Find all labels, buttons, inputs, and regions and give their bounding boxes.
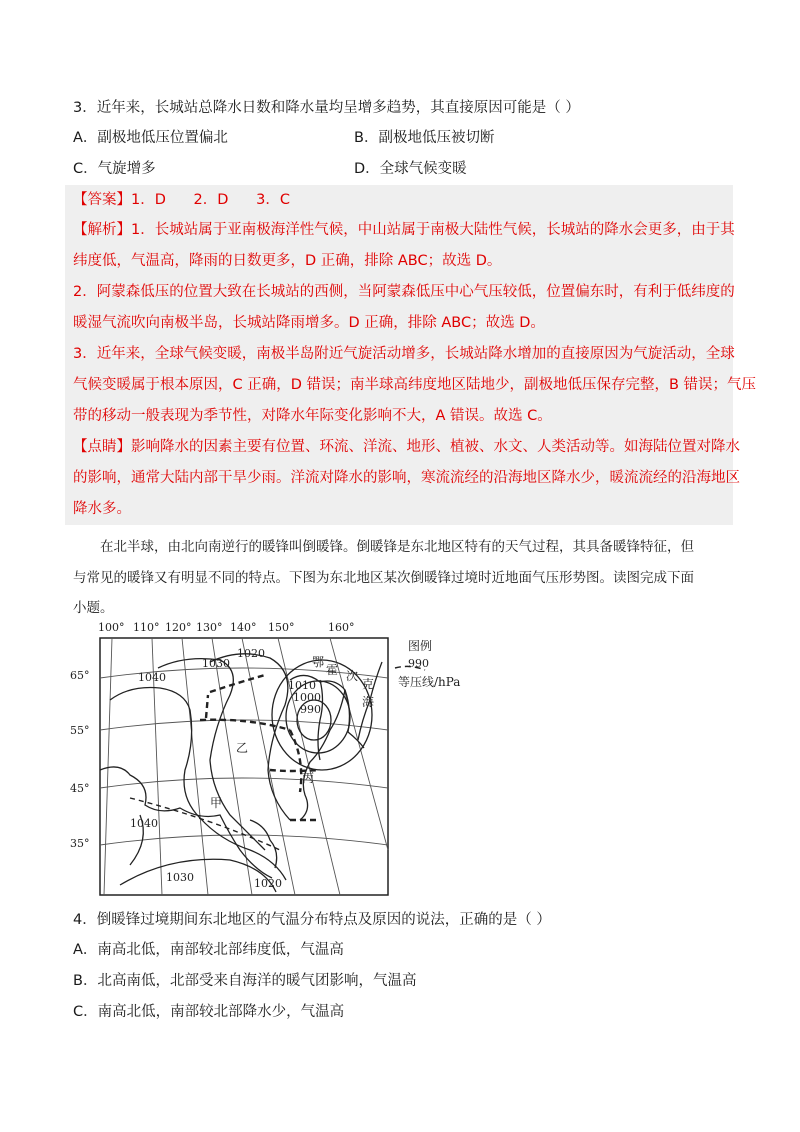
intro-line-1: 在北半球，由北向南逆行的暖锋叫倒暖锋。倒暖锋是东北地区特有的天气过程，其具备暖锋特征，但 — [100, 539, 694, 555]
pressure-map-figure — [70, 620, 470, 900]
analysis-line-5: 3．近年来，全球气候变暖，南极半岛附近气旋活动增多，长城站降水增加的直接原因为气旋活动，全球 — [73, 346, 735, 362]
isobar-label-1020-south: 1020 — [254, 877, 282, 890]
comment-line-1 — [73, 437, 740, 457]
intro-line-3: 小题。 — [73, 600, 114, 616]
lon-label-110: 110° — [133, 621, 160, 634]
comment-line-2: 的影响，通常大陆内部干旱少雨。洋流对降水的影响，寒流流经的沿海地区降水少，暖流流经的沿海地区 — [73, 470, 740, 486]
isobar-label-1010: 1010 — [288, 679, 316, 692]
legend-isobar-text: 等压线/hPa — [398, 675, 461, 689]
isobar-label-1020-north: 1020 — [237, 647, 265, 660]
lat-label-55: 55° — [70, 724, 90, 737]
comment-text-1: 影响降水的因素主要有位置、环流、洋流、地形、植被、水文、人类活动等。如海陆位置对降水 — [131, 439, 740, 455]
q4-stem: 4．倒暖锋过境期间东北地区的气温分布特点及原因的说法，正确的是（ ） — [73, 912, 551, 928]
lon-label-160: 160° — [328, 621, 355, 634]
place-label-huo: 霍 — [326, 663, 339, 677]
place-label-ke: 克 — [362, 677, 375, 691]
lat-label-35: 35° — [70, 837, 90, 850]
answer-text: 1．D 2．D 3．C — [131, 192, 290, 208]
analysis-line-6: 气候变暖属于根本原因，C 正确，D 错误；南半球高纬度地区陆地少，副极地低压保存完整，B 错误；气压 — [73, 377, 757, 393]
q4-option-a: A．南高北低，南部较北部纬度低，气温高 — [73, 942, 344, 958]
answer-line — [73, 190, 290, 210]
q3-option-b: B．副极地低压被切断 — [354, 130, 495, 146]
q4-option-c: C．南高北低，南部较北部降水少，气温高 — [73, 1004, 345, 1020]
place-label-bing: 丙 — [302, 771, 315, 785]
lon-label-130: 130° — [196, 621, 223, 634]
lat-label-45: 45° — [70, 782, 90, 795]
analysis-line-1 — [73, 220, 735, 240]
isobar-label-1000: 1000 — [293, 691, 321, 704]
isobar-label-1040-south: 1040 — [130, 817, 158, 830]
lon-label-120: 120° — [165, 621, 192, 634]
isobar-label-1040-north: 1040 — [138, 671, 166, 684]
q3-stem: 3．近年来，长城站总降水日数和降水量均呈增多趋势，其直接原因可能是（ ） — [73, 100, 580, 116]
lon-label-100: 100° — [98, 621, 125, 634]
place-label-e: 鄂 — [312, 655, 325, 669]
legend-title: 图例 — [408, 639, 433, 653]
analysis-text-1: 1．长城站属于亚南极海洋性气候，中山站属于南极大陆性气候，长城站的降水会更多，由于其 — [131, 222, 735, 238]
analysis-line-4: 暖湿气流吹向南极半岛，长城站降雨增多。D 正确，排除 ABC；故选 D。 — [73, 315, 545, 331]
answer-tag: 【答案】 — [73, 192, 131, 208]
comment-tag: 【点睛】 — [73, 439, 131, 455]
analysis-line-3: 2．阿蒙森低压的位置大致在长城站的西侧，当阿蒙森低压中心气压较低，位置偏东时，有利于低纬度的 — [73, 284, 735, 300]
comment-line-3: 降水多。 — [73, 501, 131, 517]
q4-option-b: B．北高南低，北部受来自海洋的暖气团影响，气温高 — [73, 973, 417, 989]
q3-option-a: A．副极地低压位置偏北 — [73, 130, 228, 146]
legend-isobar-value: 990 — [408, 657, 429, 670]
place-label-hai: 海 — [362, 695, 375, 709]
analysis-line-2: 纬度低，气温高，降雨的日数更多，D 正确，排除 ABC；故选 D。 — [73, 253, 502, 269]
lat-label-65: 65° — [70, 669, 90, 682]
lon-label-150: 150° — [268, 621, 295, 634]
lon-label-140: 140° — [230, 621, 257, 634]
place-label-ci: 次 — [346, 669, 359, 683]
isobar-label-1030-south: 1030 — [166, 871, 194, 884]
analysis-tag: 【解析】 — [73, 222, 131, 238]
place-label-jia: 甲 — [210, 796, 223, 810]
q3-option-c: C．气旋增多 — [73, 161, 156, 177]
intro-line-2: 与常见的暖锋又有明显不同的特点。下图为东北地区某次倒暖锋过境时近地面气压形势图。读图完成下面 — [73, 570, 694, 586]
analysis-line-7: 带的移动一般表现为季节性，对降水年际变化影响不大，A 错误。故选 C。 — [73, 408, 552, 424]
place-label-yi: 乙 — [236, 741, 249, 755]
q3-option-d: D．全球气候变暖 — [354, 161, 467, 177]
isobar-label-990: 990 — [300, 703, 321, 716]
isobar-label-1030-north: 1030 — [202, 657, 230, 670]
